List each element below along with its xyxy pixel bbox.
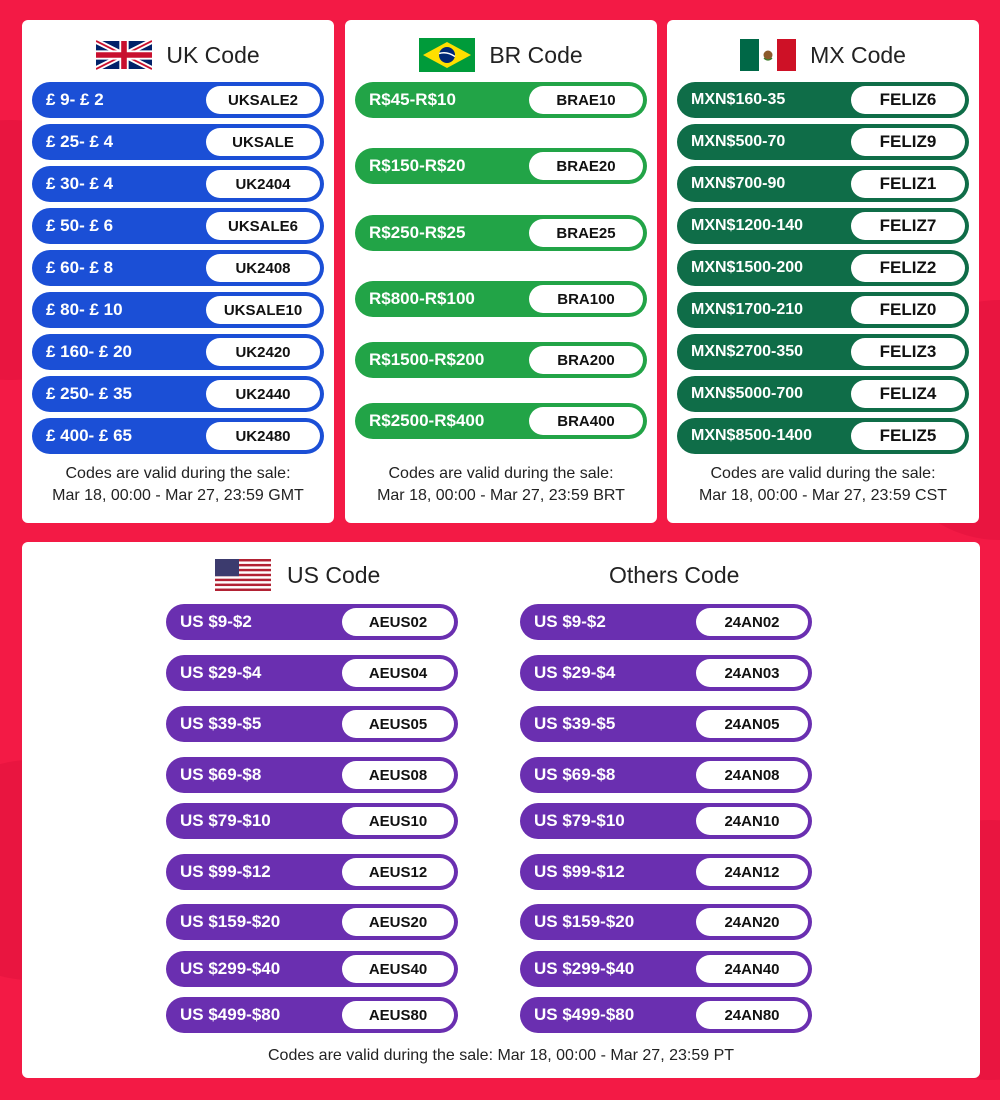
br-coupon-row xyxy=(355,215,647,251)
us-coupon-code[interactable]: AEUS02 xyxy=(342,608,454,636)
us-coupon-code[interactable]: AEUS80 xyxy=(342,1001,454,1029)
mx-coupon-code[interactable]: FELIZ1 xyxy=(851,170,965,198)
others-discount-amount: US $99-$12 xyxy=(534,862,625,881)
br-coupon-code[interactable]: BRAE20 xyxy=(529,152,643,180)
others-discount-amount: US $9-$2 xyxy=(534,612,606,631)
brazil-flag-icon xyxy=(419,38,475,72)
mx-panel-title: MX Code xyxy=(810,41,906,68)
others-panel-title: Others Code xyxy=(609,561,740,588)
br-panel-header xyxy=(345,38,657,72)
us-flag-icon xyxy=(215,559,271,591)
uk-coupon-row xyxy=(32,124,324,160)
br-code-panel xyxy=(345,20,657,523)
br-coupon-row xyxy=(355,342,647,378)
others-coupon-code[interactable]: 24AN80 xyxy=(696,1001,808,1029)
uk-coupon-code[interactable]: UK2408 xyxy=(206,254,320,282)
uk-validity-note xyxy=(22,463,334,507)
us-coupon-row xyxy=(166,854,458,890)
others-discount-amount: US $159-$20 xyxy=(534,912,635,931)
uk-coupon-code[interactable]: UK2404 xyxy=(206,170,320,198)
us-coupon-code[interactable]: AEUS04 xyxy=(342,659,454,687)
uk-discount-amount: £ 400- £ 65 xyxy=(46,426,133,445)
uk-coupon-row xyxy=(32,166,324,202)
us-coupon-code[interactable]: AEUS08 xyxy=(342,761,454,789)
uk-coupon-row xyxy=(32,208,324,244)
mx-validity-note xyxy=(667,463,979,507)
others-coupon-row xyxy=(520,604,812,640)
others-coupon-row xyxy=(520,706,812,742)
mx-validity-line2: Mar 18, 00:00 - Mar 27, 23:59 CST xyxy=(698,487,948,504)
mx-discount-amount: MXN$2700-350 xyxy=(691,343,804,360)
others-coupon-code[interactable]: 24AN10 xyxy=(696,807,808,835)
uk-coupon-code[interactable]: UK2480 xyxy=(206,422,320,450)
others-coupon-row xyxy=(520,951,812,987)
br-coupon-code[interactable]: BRAE25 xyxy=(529,219,643,247)
us-coupon-row xyxy=(166,655,458,691)
uk-coupon-row xyxy=(32,250,324,286)
uk-discount-amount: £ 25- £ 4 xyxy=(46,132,114,151)
us-coupon-row xyxy=(166,604,458,640)
mx-coupon-row xyxy=(677,334,969,370)
us-discount-amount: US $29-$4 xyxy=(180,663,262,682)
uk-discount-amount: £ 60- £ 8 xyxy=(46,258,114,277)
uk-panel-title: UK Code xyxy=(166,41,260,68)
others-coupon-row xyxy=(520,904,812,940)
br-discount-amount: R$2500-R$400 xyxy=(369,411,485,430)
us-coupon-code[interactable]: AEUS40 xyxy=(342,955,454,983)
us-discount-amount: US $69-$8 xyxy=(180,765,262,784)
us-coupon-row xyxy=(166,997,458,1033)
us-coupon-row xyxy=(166,904,458,940)
us-discount-amount: US $9-$2 xyxy=(180,612,252,631)
uk-coupon-code[interactable]: UKSALE10 xyxy=(206,296,320,324)
us-validity-note: Codes are valid during the sale: Mar 18, 00:00 - Mar 27, 23:59 PT xyxy=(267,1047,735,1064)
mx-discount-amount: MXN$8500-1400 xyxy=(691,427,812,444)
br-coupon-row xyxy=(355,148,647,184)
uk-coupon-row xyxy=(32,376,324,412)
others-coupon-code[interactable]: 24AN08 xyxy=(696,761,808,789)
br-coupon-row xyxy=(355,82,647,118)
mx-coupon-row xyxy=(677,292,969,328)
mx-validity-line1: Codes are valid during the sale: xyxy=(710,465,936,482)
mx-coupon-row xyxy=(677,208,969,244)
others-coupon-row xyxy=(520,854,812,890)
br-discount-amount: R$1500-R$200 xyxy=(369,350,485,369)
mx-coupon-code[interactable]: FELIZ0 xyxy=(851,296,965,324)
br-coupon-code[interactable]: BRA400 xyxy=(529,407,643,435)
us-panel-header xyxy=(215,558,380,592)
uk-discount-amount: £ 80- £ 10 xyxy=(46,300,123,319)
uk-discount-amount: £ 250- £ 35 xyxy=(46,384,133,403)
br-coupon-code[interactable]: BRA200 xyxy=(529,346,643,374)
mx-discount-amount: MXN$160-35 xyxy=(691,91,786,108)
uk-coupon-row xyxy=(32,418,324,454)
br-coupon-code[interactable]: BRAE10 xyxy=(529,86,643,114)
others-coupon-code[interactable]: 24AN03 xyxy=(696,659,808,687)
us-discount-amount: US $299-$40 xyxy=(180,959,281,978)
br-coupon-row xyxy=(355,403,647,439)
uk-coupon-row xyxy=(32,82,324,118)
others-coupon-row xyxy=(520,997,812,1033)
us-discount-amount: US $39-$5 xyxy=(180,714,262,733)
br-discount-amount: R$250-R$25 xyxy=(369,223,466,242)
br-validity-line2: Mar 18, 00:00 - Mar 27, 23:59 BRT xyxy=(377,487,625,504)
mx-coupon-row xyxy=(677,82,969,118)
others-discount-amount: US $299-$40 xyxy=(534,959,635,978)
us-coupon-row xyxy=(166,803,458,839)
us-coupon-code[interactable]: AEUS20 xyxy=(342,908,454,936)
br-panel-title: BR Code xyxy=(489,41,583,68)
us-coupon-row xyxy=(166,757,458,793)
br-discount-amount: R$800-R$100 xyxy=(369,289,475,308)
mx-coupon-code[interactable]: FELIZ4 xyxy=(851,380,965,408)
uk-coupon-code[interactable]: UKSALE6 xyxy=(206,212,320,240)
uk-coupon-code[interactable]: UKSALE2 xyxy=(206,86,320,114)
mx-coupon-code[interactable]: FELIZ2 xyxy=(851,254,965,282)
uk-panel-header xyxy=(22,38,334,72)
mx-coupon-code[interactable]: FELIZ3 xyxy=(851,338,965,366)
mexico-flag-icon xyxy=(740,39,796,71)
uk-coupon-code[interactable]: UK2420 xyxy=(206,338,320,366)
others-coupon-code[interactable]: 24AN02 xyxy=(696,608,808,636)
uk-validity-line2: Mar 18, 00:00 - Mar 27, 23:59 GMT xyxy=(52,487,304,504)
br-coupon-row xyxy=(355,281,647,317)
us-coupon-code[interactable]: AEUS05 xyxy=(342,710,454,738)
mx-discount-amount: MXN$1500-200 xyxy=(691,259,804,276)
others-discount-amount: US $79-$10 xyxy=(534,811,625,830)
mx-code-panel xyxy=(667,20,979,523)
mx-coupon-row xyxy=(677,166,969,202)
us-discount-amount: US $99-$12 xyxy=(180,862,271,881)
others-discount-amount: US $499-$80 xyxy=(534,1005,635,1024)
mx-discount-amount: MXN$5000-700 xyxy=(691,385,804,402)
others-discount-amount: US $29-$4 xyxy=(534,663,616,682)
others-coupon-code[interactable]: 24AN40 xyxy=(696,955,808,983)
mx-coupon-row xyxy=(677,250,969,286)
mx-discount-amount: MXN$700-90 xyxy=(691,175,786,192)
uk-coupon-code[interactable]: UKSALE xyxy=(206,128,320,156)
mx-coupon-code[interactable]: FELIZ9 xyxy=(851,128,965,156)
us-discount-amount: US $499-$80 xyxy=(180,1005,281,1024)
us-discount-amount: US $159-$20 xyxy=(180,912,281,931)
others-coupon-row xyxy=(520,757,812,793)
us-coupon-code[interactable]: AEUS12 xyxy=(342,858,454,886)
mx-discount-amount: MXN$1700-210 xyxy=(691,301,804,318)
uk-validity-line1: Codes are valid during the sale: xyxy=(65,465,291,482)
br-validity-note xyxy=(345,463,657,507)
others-coupon-row xyxy=(520,655,812,691)
br-discount-amount: R$150-R$20 xyxy=(369,156,466,175)
others-panel-header xyxy=(609,558,739,592)
others-coupon-code[interactable]: 24AN12 xyxy=(696,858,808,886)
others-coupon-row xyxy=(520,803,812,839)
mx-coupon-row xyxy=(677,376,969,412)
mx-panel-header xyxy=(667,38,979,72)
others-discount-amount: US $39-$5 xyxy=(534,714,616,733)
mx-coupon-row xyxy=(677,418,969,454)
us-coupon-code[interactable]: AEUS10 xyxy=(342,807,454,835)
br-discount-amount: R$45-R$10 xyxy=(369,90,456,109)
mx-coupon-row xyxy=(677,124,969,160)
uk-code-panel xyxy=(22,20,334,523)
us-coupon-row xyxy=(166,951,458,987)
br-validity-line1: Codes are valid during the sale: xyxy=(388,465,614,482)
uk-flag-icon xyxy=(96,39,152,71)
uk-coupon-row xyxy=(32,292,324,328)
us-others-code-panel xyxy=(22,542,980,1078)
others-coupon-code[interactable]: 24AN20 xyxy=(696,908,808,936)
us-discount-amount: US $79-$10 xyxy=(180,811,271,830)
mx-coupon-code[interactable]: FELIZ5 xyxy=(851,422,965,450)
uk-coupon-row xyxy=(32,334,324,370)
others-coupon-code[interactable]: 24AN05 xyxy=(696,710,808,738)
others-discount-amount: US $69-$8 xyxy=(534,765,616,784)
uk-discount-amount: £ 30- £ 4 xyxy=(46,174,114,193)
mx-coupon-code[interactable]: FELIZ7 xyxy=(851,212,965,240)
uk-discount-amount: £ 9- £ 2 xyxy=(46,90,104,109)
mx-discount-amount: MXN$500-70 xyxy=(691,133,786,150)
uk-discount-amount: £ 50- £ 6 xyxy=(46,216,114,235)
uk-discount-amount: £ 160- £ 20 xyxy=(46,342,133,361)
uk-coupon-code[interactable]: UK2440 xyxy=(206,380,320,408)
mx-coupon-code[interactable]: FELIZ6 xyxy=(851,86,965,114)
us-panel-title: US Code xyxy=(287,561,381,588)
br-coupon-code[interactable]: BRA100 xyxy=(529,285,643,313)
us-coupon-row xyxy=(166,706,458,742)
mx-discount-amount: MXN$1200-140 xyxy=(691,217,804,234)
